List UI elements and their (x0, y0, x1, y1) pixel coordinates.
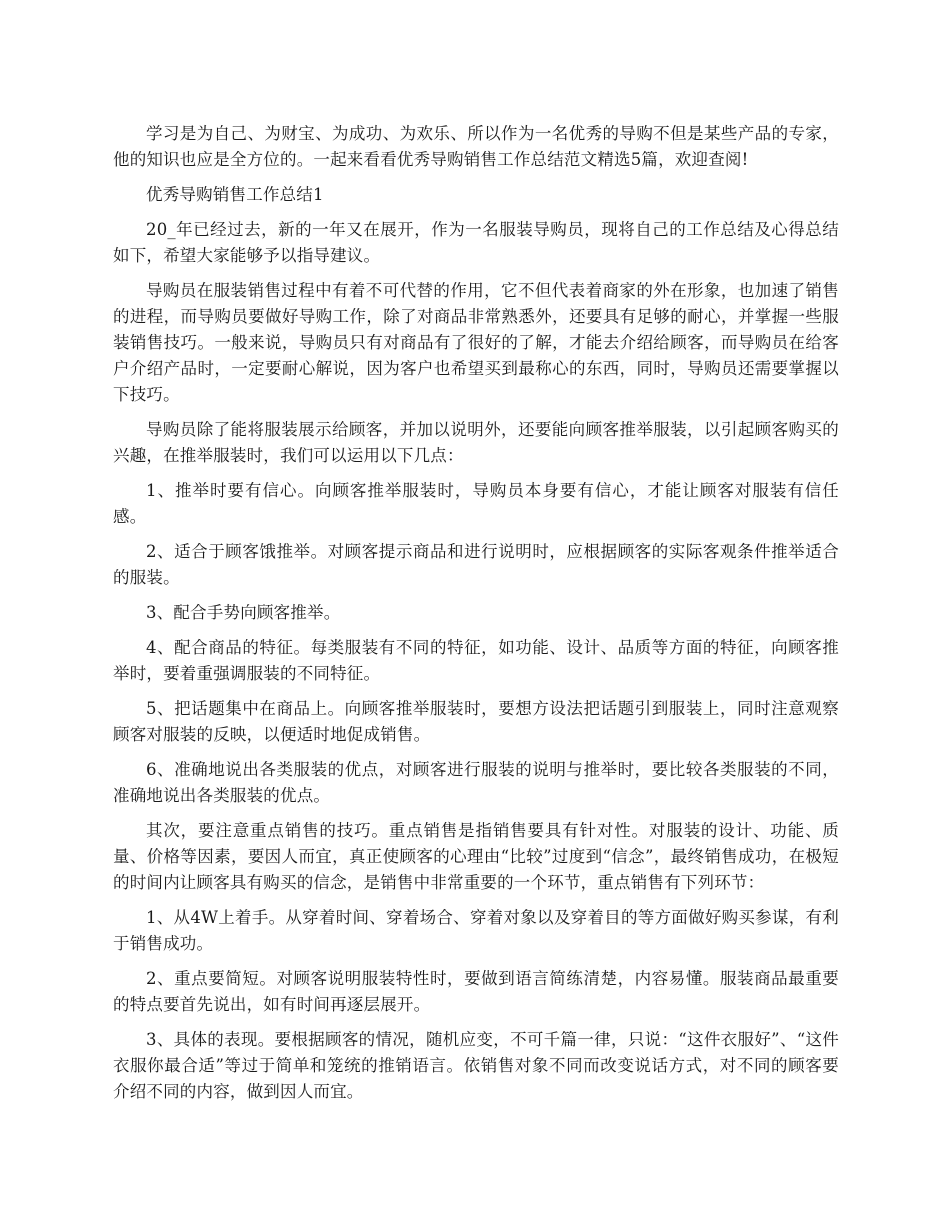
list-item: 5、把话题集中在商品上。向顾客推举服装时，要想方设法把话题引到服装上，同时注意观察顾客对服装的反映，以便适时地促成销售。 (113, 699, 839, 744)
list-item: 4、配合商品的特征。每类服装有不同的特征，如功能、设计、品质等方面的特征，向顾客推举时，要着重强调服装的不同特征。 (113, 638, 839, 683)
intro-paragraph: 学习是为自己、为财宝、为成功、为欢乐、所以作为一名优秀的导购不但是某些产品的专家，他的知识也应是全方位的。一起来看看优秀导购销售工作总结范文精选5篇，欢迎查阅! (113, 124, 839, 169)
list-item: 1、从4W上着手。从穿着时间、穿着场合、穿着对象以及穿着目的等方面做好购买参谋，有利于销售成功。 (113, 908, 839, 953)
paragraph: 导购员在服装销售过程中有着不可代替的作用，它不但代表着商家的外在形象，也加速了销售的进程，而导购员要做好导购工作，除了对商品非常熟悉外，还要具有足够的耐心，并掌握一些服装销售技巧。一般来说，导购员只有对商品有了很好的了解，才能去介绍给顾客，而导购员在给客户介绍产品时，一定要耐心解说，因为客户也希望买到最称心的东西，同时，导购员还需要掌握以下技巧。 (113, 281, 839, 404)
list-item: 1、推举时要有信心。向顾客推举服装时，导购员本身要有信心，才能让顾客对服装有信任感。 (113, 481, 839, 526)
list-item: 2、重点要简短。对顾客说明服装特性时，要做到语言简练清楚，内容易懂。服装商品最重要的特点要首先说出，如有时间再逐层展开。 (113, 969, 839, 1014)
list-item: 3、配合手势向顾客推举。 (146, 603, 341, 622)
document-body (113, 121, 839, 1114)
paragraph: 20_年已经过去，新的一年又在展开，作为一名服装导购员，现将自己的工作总结及心得总结如下，希望大家能够予以指导建议。 (113, 220, 839, 265)
list-item: 2、适合于顾客饿推举。对顾客提示商品和进行说明时，应根据顾客的实际客观条件推举适合的服装。 (113, 542, 839, 587)
paragraph: 导购员除了能将服装展示给顾客，并加以说明外，还要能向顾客推举服装，以引起顾客购买的兴趣，在推举服装时，我们可以运用以下几点： (113, 420, 839, 465)
paragraph: 其次，要注意重点销售的技巧。重点销售是指销售要具有针对性。对服装的设计、功能、质量、价格等因素，要因人而宜，真正使顾客的心理由“比较”过度到“信念”，最终销售成功，在极短的时间内让顾客具有购买的信念，是销售中非常重要的一个环节，重点销售有下列环节： (113, 821, 839, 892)
list-item: 6、准确地说出各类服装的优点，对顾客进行服装的说明与推举时，要比较各类服装的不同，准确地说出各类服装的优点。 (113, 760, 839, 805)
list-item: 3、具体的表现。要根据顾客的情况，随机应变，不可千篇一律，只说：“这件衣服好”、“这件衣服你最合适”等过于简单和笼统的推销语言。依销售对象不同而改变说话方式，对不同的顾客要介绍不同的内容，做到因人而宜。 (113, 1030, 839, 1101)
section-heading: 优秀导购销售工作总结1 (146, 185, 324, 204)
